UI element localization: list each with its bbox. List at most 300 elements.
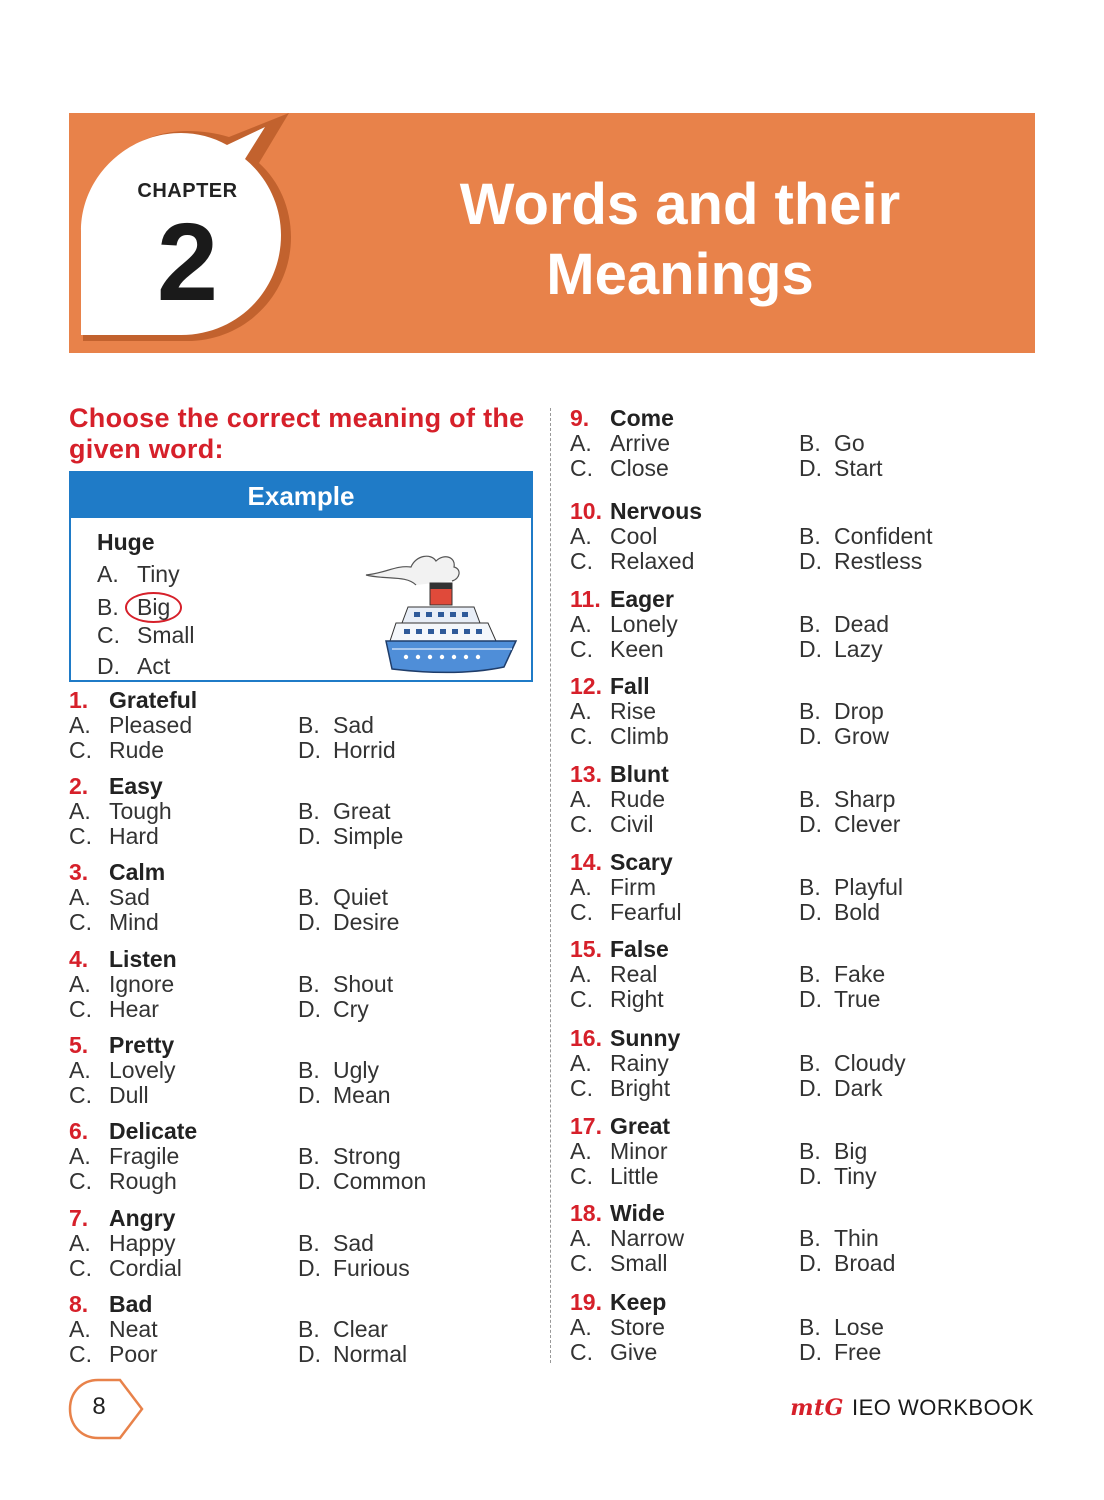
option-b xyxy=(298,1316,388,1343)
option-d xyxy=(799,1339,881,1366)
option-c xyxy=(570,723,669,750)
question-head xyxy=(69,687,197,714)
question-number: 12. xyxy=(570,673,602,699)
option-c xyxy=(69,823,159,850)
option-label: D. xyxy=(799,1075,822,1101)
option-text: Dead xyxy=(834,611,889,637)
option-text: Clear xyxy=(333,1316,388,1342)
option-text: Right xyxy=(610,986,664,1012)
option-text: Great xyxy=(333,798,391,824)
option-b xyxy=(298,1230,374,1257)
option-text: Rough xyxy=(109,1168,177,1194)
option-b xyxy=(799,1225,879,1252)
question-item xyxy=(69,773,509,853)
option-text: Sad xyxy=(333,1230,374,1256)
option-label: A. xyxy=(69,971,91,997)
question-word: Bad xyxy=(109,1291,153,1317)
option-label: D. xyxy=(799,636,822,662)
option-d xyxy=(298,1255,410,1282)
question-head xyxy=(69,1205,175,1232)
option-label: B. xyxy=(799,874,821,900)
question-head xyxy=(570,1200,665,1227)
option-text: Fearful xyxy=(610,899,682,925)
question-word: Fall xyxy=(610,673,650,699)
option-c xyxy=(570,548,694,575)
option-label: B. xyxy=(298,884,320,910)
question-word: Keep xyxy=(610,1289,667,1315)
option-label: A. xyxy=(570,611,592,637)
question-item xyxy=(570,1113,1010,1193)
option-c xyxy=(69,1341,158,1368)
option-d xyxy=(298,996,369,1023)
question-word: Great xyxy=(610,1113,671,1139)
option-label: D. xyxy=(799,899,822,925)
option-label: C. xyxy=(570,636,593,662)
question-head xyxy=(69,859,165,886)
option-b xyxy=(799,430,865,457)
option-text: Fragile xyxy=(109,1143,180,1169)
option-label: A. xyxy=(570,430,592,456)
option-c xyxy=(69,909,159,936)
option-label: C. xyxy=(570,1075,593,1101)
option-label: D. xyxy=(799,455,822,481)
option-label: D. xyxy=(298,1082,321,1108)
option-text: Narrow xyxy=(610,1225,685,1251)
question-head xyxy=(69,1032,174,1059)
option-text: Sharp xyxy=(834,786,896,812)
question-item xyxy=(570,405,1010,485)
option-label: A. xyxy=(69,1316,91,1342)
option-b xyxy=(799,786,895,813)
option-a xyxy=(570,1225,684,1252)
option-text: Lazy xyxy=(834,636,883,662)
option-text: Simple xyxy=(333,823,404,849)
option-label: C. xyxy=(69,1082,92,1108)
option-label: C. xyxy=(570,1250,593,1276)
option-a xyxy=(69,798,172,825)
question-head xyxy=(69,1291,152,1318)
question-item xyxy=(570,673,1010,753)
example-option-c: C. Small xyxy=(97,622,195,648)
option-d xyxy=(799,811,900,838)
option-label: A. xyxy=(69,712,91,738)
option-label: B. xyxy=(799,961,821,987)
option-text: Common xyxy=(333,1168,427,1194)
option-c xyxy=(570,1163,659,1190)
option-label: B. xyxy=(799,611,821,637)
option-c xyxy=(69,737,164,764)
option-label: C. xyxy=(69,909,92,935)
option-label: B. xyxy=(799,1138,821,1164)
option-c xyxy=(570,1339,657,1366)
option-label: B. xyxy=(298,712,320,738)
question-word: Nervous xyxy=(610,498,703,524)
option-c xyxy=(69,1168,177,1195)
question-item xyxy=(570,1289,1010,1369)
question-number: 9. xyxy=(570,405,590,431)
question-head xyxy=(570,1025,680,1052)
option-text: Bright xyxy=(610,1075,671,1101)
option-label: C. xyxy=(570,455,593,481)
question-number: 14. xyxy=(570,849,602,875)
question-word: Scary xyxy=(610,849,673,875)
option-text: Sad xyxy=(333,712,374,738)
option-text: Rise xyxy=(610,698,657,724)
option-a xyxy=(69,712,192,739)
question-head xyxy=(69,773,163,800)
mtg-logo: mtG xyxy=(790,1395,844,1421)
option-label: C. xyxy=(570,1163,593,1189)
option-text: Hear xyxy=(109,996,159,1022)
option-d xyxy=(799,1250,895,1277)
question-number: 15. xyxy=(570,936,602,962)
option-label: A. xyxy=(69,1057,91,1083)
question-number: 8. xyxy=(69,1291,89,1317)
option-d xyxy=(298,909,399,936)
option-b xyxy=(298,712,374,739)
option-label: D. xyxy=(799,1250,822,1276)
option-text: Keen xyxy=(610,636,664,662)
question-number: 6. xyxy=(69,1118,89,1144)
chapter-number: 2 xyxy=(156,201,219,324)
option-label: A. xyxy=(570,1138,592,1164)
question-head xyxy=(570,1289,666,1316)
option-d xyxy=(799,986,880,1013)
question-head xyxy=(570,405,674,432)
question-word: Pretty xyxy=(109,1032,175,1058)
option-label: D. xyxy=(298,909,321,935)
question-head xyxy=(570,849,673,876)
option-label: D. xyxy=(799,811,822,837)
option-a xyxy=(69,1143,179,1170)
question-head xyxy=(570,1113,670,1140)
question-number: 11. xyxy=(570,586,601,612)
option-text: Lovely xyxy=(109,1057,176,1083)
option-b xyxy=(799,1138,867,1165)
question-number: 10. xyxy=(570,498,602,524)
option-a xyxy=(570,1050,669,1077)
option-label: D. xyxy=(298,996,321,1022)
question-number: 2. xyxy=(69,773,89,799)
option-text: Little xyxy=(610,1163,659,1189)
option-text: Go xyxy=(834,430,865,456)
option-text: Firm xyxy=(610,874,656,900)
page-title xyxy=(380,170,980,310)
option-label: D. xyxy=(799,1163,822,1189)
example-option-a: A. Tiny xyxy=(97,561,180,587)
option-text: Grow xyxy=(834,723,889,749)
option-a xyxy=(69,1230,175,1257)
option-c xyxy=(570,899,682,926)
option-text: Climb xyxy=(610,723,669,749)
option-label: B. xyxy=(298,1143,320,1169)
option-text: Horrid xyxy=(333,737,396,763)
option-text: Tough xyxy=(109,798,172,824)
column-divider xyxy=(550,408,551,1363)
question-word: Wide xyxy=(610,1200,665,1226)
option-b xyxy=(799,698,884,725)
option-label: A. xyxy=(69,1143,91,1169)
option-label: A. xyxy=(570,874,592,900)
option-text: Dark xyxy=(834,1075,883,1101)
option-c xyxy=(570,636,664,663)
option-a xyxy=(570,698,656,725)
option-text: Shout xyxy=(333,971,394,997)
option-text: Normal xyxy=(333,1341,408,1367)
option-text: Ignore xyxy=(109,971,175,997)
option-label: C. xyxy=(69,996,92,1022)
option-d xyxy=(799,636,883,663)
question-head xyxy=(570,936,669,963)
option-c xyxy=(570,811,653,838)
option-text: Fake xyxy=(834,961,886,987)
option-text: Civil xyxy=(610,811,654,837)
example-option-b: B. Big xyxy=(97,592,182,623)
chapter-label: CHAPTER xyxy=(137,180,238,202)
option-label: B. xyxy=(799,1050,821,1076)
title-line-1: Words and their xyxy=(459,172,901,237)
footer-brand xyxy=(790,1395,1034,1421)
option-label: B. xyxy=(799,430,821,456)
option-text: Big xyxy=(834,1138,868,1164)
option-d xyxy=(298,1341,407,1368)
option-text: Strong xyxy=(333,1143,401,1169)
question-word: False xyxy=(610,936,669,962)
option-text: Real xyxy=(610,961,658,987)
option-label: B. xyxy=(298,1230,320,1256)
option-label: B. xyxy=(799,786,821,812)
option-label: B. xyxy=(799,698,821,724)
option-text: Desire xyxy=(333,909,400,935)
option-label: C. xyxy=(570,986,593,1012)
example-word: Huge xyxy=(97,529,155,555)
question-number: 5. xyxy=(69,1032,89,1058)
option-label: D. xyxy=(799,1339,822,1365)
option-text: Broad xyxy=(834,1250,896,1276)
option-label: C. xyxy=(69,737,92,763)
question-word: Listen xyxy=(109,946,177,972)
option-text: Store xyxy=(610,1314,665,1340)
footer-brand-text: IEO WORKBOOK xyxy=(851,1395,1034,1420)
option-text: Tiny xyxy=(834,1163,877,1189)
option-text: Dull xyxy=(109,1082,149,1108)
option-c xyxy=(69,1082,149,1109)
option-text: Confident xyxy=(834,523,933,549)
question-word: Come xyxy=(610,405,674,431)
option-d xyxy=(298,1082,391,1109)
option-label: D. xyxy=(298,737,321,763)
option-text: Lonely xyxy=(610,611,678,637)
option-b xyxy=(298,971,393,998)
option-d xyxy=(799,1163,877,1190)
option-b xyxy=(799,611,889,638)
option-text: Quiet xyxy=(333,884,388,910)
option-text: Ugly xyxy=(333,1057,380,1083)
question-item xyxy=(69,1291,509,1371)
option-text: Clever xyxy=(834,811,901,837)
option-b xyxy=(298,884,388,911)
question-item xyxy=(69,946,509,1026)
option-label: B. xyxy=(298,798,320,824)
example-box xyxy=(69,471,533,682)
question-number: 4. xyxy=(69,946,89,972)
option-text: Small xyxy=(610,1250,668,1276)
option-label: C. xyxy=(69,1341,92,1367)
option-label: C. xyxy=(570,1339,593,1365)
question-number: 18. xyxy=(570,1200,602,1226)
option-a xyxy=(570,523,657,550)
option-b xyxy=(799,961,885,988)
question-number: 7. xyxy=(69,1205,89,1231)
option-text: Neat xyxy=(109,1316,158,1342)
option-c xyxy=(570,1250,668,1277)
option-label: D. xyxy=(298,1341,321,1367)
option-text: Cool xyxy=(610,523,658,549)
option-text: Bold xyxy=(834,899,881,925)
option-label: D. xyxy=(298,1168,321,1194)
option-b xyxy=(298,798,391,825)
question-item xyxy=(570,586,1010,666)
option-label: C. xyxy=(69,1168,92,1194)
option-label: A. xyxy=(69,1230,91,1256)
ship-icon xyxy=(356,545,526,675)
option-text: Mind xyxy=(109,909,159,935)
option-c xyxy=(570,455,669,482)
option-text: Restless xyxy=(834,548,923,574)
option-text: Mean xyxy=(333,1082,391,1108)
option-b xyxy=(298,1057,379,1084)
option-text: Cry xyxy=(333,996,369,1022)
option-label: C. xyxy=(69,823,92,849)
option-d xyxy=(799,1075,883,1102)
option-c xyxy=(570,1075,670,1102)
question-word: Angry xyxy=(109,1205,176,1231)
option-b xyxy=(799,1314,884,1341)
option-text: Cloudy xyxy=(834,1050,906,1076)
option-label: C. xyxy=(570,723,593,749)
option-a xyxy=(570,961,657,988)
option-text: Poor xyxy=(109,1341,158,1367)
option-text: Cordial xyxy=(109,1255,182,1281)
title-line-2: Meanings xyxy=(546,242,814,307)
option-label: B. xyxy=(799,1314,821,1340)
option-text: Minor xyxy=(610,1138,668,1164)
option-label: C. xyxy=(570,548,593,574)
question-item xyxy=(69,1118,509,1198)
option-text: Thin xyxy=(834,1225,879,1251)
option-label: A. xyxy=(570,1314,592,1340)
option-a xyxy=(570,611,678,638)
option-d xyxy=(298,737,396,764)
question-number: 19. xyxy=(570,1289,602,1315)
question-head xyxy=(570,586,674,613)
option-text: Rude xyxy=(610,786,665,812)
option-text: Happy xyxy=(109,1230,176,1256)
option-text: Pleased xyxy=(109,712,193,738)
option-label: D. xyxy=(298,823,321,849)
option-label: D. xyxy=(298,1255,321,1281)
option-text: Furious xyxy=(333,1255,410,1281)
answer-circle: Big xyxy=(125,592,182,623)
option-a xyxy=(570,786,665,813)
option-label: B. xyxy=(298,1316,320,1342)
question-word: Blunt xyxy=(610,761,669,787)
question-item xyxy=(69,687,509,767)
option-d xyxy=(298,823,403,850)
question-item xyxy=(570,1200,1010,1280)
option-a xyxy=(570,1314,665,1341)
question-number: 1. xyxy=(69,687,89,713)
question-word: Grateful xyxy=(109,687,198,713)
option-b xyxy=(799,1050,906,1077)
option-text: Close xyxy=(610,455,669,481)
option-text: Hard xyxy=(109,823,159,849)
option-text: Drop xyxy=(834,698,884,724)
option-c xyxy=(69,1255,182,1282)
question-item xyxy=(570,498,1010,578)
question-head xyxy=(69,946,177,973)
question-item xyxy=(69,1205,509,1285)
option-a xyxy=(69,1316,158,1343)
option-label: C. xyxy=(570,811,593,837)
question-head xyxy=(570,673,650,700)
question-item xyxy=(69,1032,509,1112)
option-label: A. xyxy=(570,698,592,724)
option-label: A. xyxy=(570,961,592,987)
option-label: B. xyxy=(799,523,821,549)
option-label: D. xyxy=(799,548,822,574)
question-number: 13. xyxy=(570,761,602,787)
option-text: True xyxy=(834,986,881,1012)
option-text: Playful xyxy=(834,874,904,900)
question-head xyxy=(570,761,669,788)
option-text: Give xyxy=(610,1339,658,1365)
question-word: Delicate xyxy=(109,1118,198,1144)
option-label: D. xyxy=(799,723,822,749)
question-number: 3. xyxy=(69,859,89,885)
option-text: Rude xyxy=(109,737,164,763)
option-a xyxy=(570,1138,668,1165)
question-head xyxy=(69,1118,197,1145)
option-label: D. xyxy=(799,986,822,1012)
option-d xyxy=(799,455,883,482)
question-word: Sunny xyxy=(610,1025,681,1051)
question-word: Eager xyxy=(610,586,674,612)
option-a xyxy=(69,1057,175,1084)
option-label: A. xyxy=(69,884,91,910)
example-option-d: D. Act xyxy=(97,653,171,679)
option-d xyxy=(799,723,889,750)
option-a xyxy=(570,874,656,901)
question-number: 16. xyxy=(570,1025,602,1051)
option-label: A. xyxy=(570,1225,592,1251)
question-item xyxy=(570,936,1010,1016)
option-b xyxy=(799,874,903,901)
option-label: A. xyxy=(570,786,592,812)
option-d xyxy=(799,548,922,575)
option-text: Rainy xyxy=(610,1050,669,1076)
option-label: B. xyxy=(298,971,320,997)
question-number: 17. xyxy=(570,1113,602,1139)
option-text: Relaxed xyxy=(610,548,695,574)
page-number: 8 xyxy=(92,1393,106,1420)
option-d xyxy=(799,899,880,926)
option-label: B. xyxy=(799,1225,821,1251)
question-head xyxy=(570,498,702,525)
question-item xyxy=(570,1025,1010,1105)
option-label: A. xyxy=(570,523,592,549)
option-label: A. xyxy=(570,1050,592,1076)
